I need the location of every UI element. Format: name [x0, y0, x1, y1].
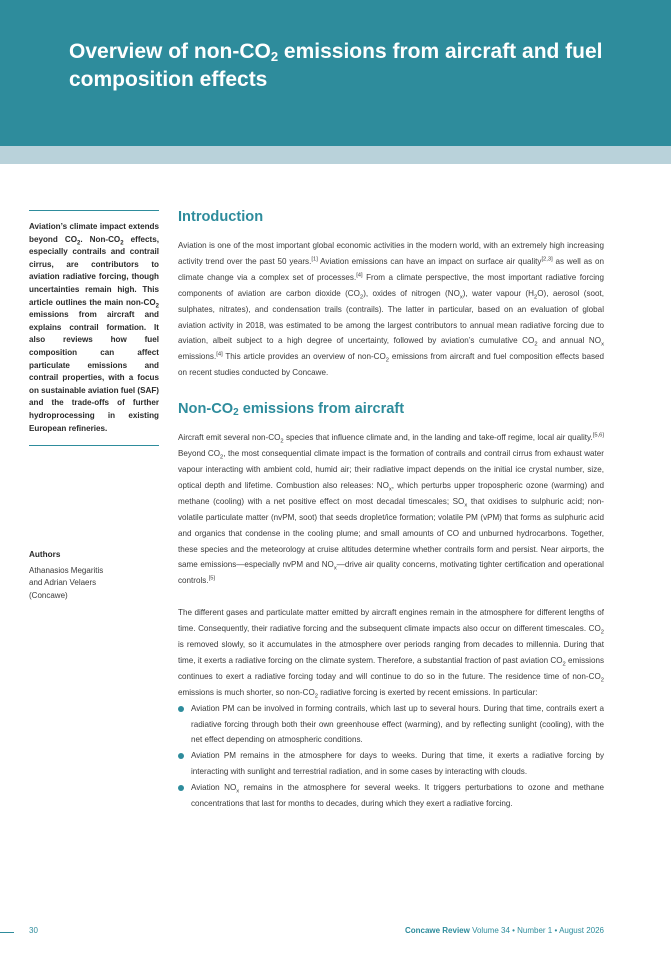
- article-title: Overview of non-$CO_2$ emissions from aircraft and fuel composition effects: [69, 40, 603, 91]
- author-line: and Adrian Velaers: [29, 578, 97, 588]
- author-line: Athanasios Megaritis: [29, 566, 104, 575]
- journal-info: [405, 926, 604, 935]
- header-banner: [0, 0, 671, 146]
- heading-non-co2: Non-$CO_2$ emissions from aircraft: [178, 401, 405, 419]
- sidebar-rule-bottom: [29, 445, 159, 446]
- bullet-dot-icon: [178, 706, 184, 712]
- bullet-list: [178, 701, 604, 812]
- sidebar-rule: [29, 210, 159, 211]
- bullet-item: Aviation $NO_x$ remains in the atmosphere for several weeks. It triggers perturbations to ozone and methane concentrations that last for months to decades, during which they exert a radiative forcing.: [178, 780, 604, 812]
- heading-introduction: Introduction: [178, 209, 264, 225]
- authors-names: [29, 565, 159, 602]
- authors-heading: Authors: [29, 550, 61, 559]
- bullet-item: Aviation PM can be involved in forming contrails, which last up to several hours. During that time, contrails exert a radiative forcing through both their own greenhouse effect (warming), and by reflecting sunlight (cooling), with the net effect depending on atmospheric conditions.: [178, 701, 604, 749]
- footer-rule: [0, 932, 14, 933]
- main-content: [178, 207, 604, 812]
- journal-issue: Volume 34 • Number 1 • August 2026: [469, 926, 604, 935]
- header-strip: [0, 146, 671, 164]
- non-co2-paragraph-2: The different gases and particulate matter emitted by aircraft engines remain in the atmosphere for different lengths of time. Consequently, their radiative forcing and the subsequent climate impacts also occur on different timescales. $CO_2$ is removed slowly, so it accumulates in the atmosphere over periods ranging from decades to millennia. During that time, it exerts a radiative forcing on the climate system. Therefore, a substantial fraction of past aviation $CO_2$ emissions continues to exert a radiative forcing today and will continue to do so in the future. The residence time of non-$CO_2$ emissions is much shorter, so non-$CO_2$ radiative forcing is exerted by recent emissions. In particular:: [178, 608, 605, 700]
- page-number: 30: [29, 926, 38, 935]
- intro-paragraph: Aviation is one of the most important global economic activities in the modern world, with an extremely high increasing activity trend over the past 50 years.[1] Aviation emissions can have an impact on surface air quality[2,3] as well as on climate change via a complex set of processes.[4] From a climate perspective, the most important radiative forcing components of aviation are carbon dioxide $(CO_2)$, oxides of nitrogen $(NO_x)$, water vapour $(H_2O)$, aerosol (soot, sulphates, nitrates), and condensation trails (contrails). The latter in particular, based on an evaluation of global aviation activity in 2018, was estimated to be among the largest contributors to annual mean radiative forcing due to aviation, albeit subject to a high degree of uncertainty, followed by aviation’s cumulative $CO_2$ and annual $NO_x$ emissions.[4] This article provides an overview of non-$CO_2$ emissions from aircraft and fuel composition effects based on recent studies conducted by Concawe.: [178, 241, 604, 378]
- bullet-dot-icon: [178, 785, 184, 791]
- sidebar-abstract: Aviation’s climate impact extends beyond $CO_2$. Non-$CO_2$ effects, especially contrails and contrail cirrus, are contributors to aviation radiative forcing, though uncertainties remain high. This article outlines the main non-$CO_2$ emissions from aircraft and explains contrail formation. It also reviews how fuel composition can affect particulate emissions and contrail properties, with a focus on sustainable aviation fuel (SAF) and the trade-offs of further hydroprocessing in existing European refineries.: [29, 222, 159, 433]
- non-co2-paragraph-1: Aircraft emit several non-$CO_2$ species that influence climate and, in the landing and take-off regime, local air quality.[5,6] Beyond $CO_2$, the most consequential climate impact is the formation of contrails and contrail cirrus from exhaust water vapour interacting with ambient cold, humid air; their radiative impact depends on the initial ice crystal number, size, optical depth and lifetime. Combustion also releases: $NO_x$, which perturbs upper tropospheric ozone (warming) and methane (cooling) with a net positive effect on most decadal timescales; $SO_x$ that oxidises to sulphuric acid; non-volatile particulate matter (nvPM, soot) that seeds droplet/ice formation; volatile PM (vPM) that forms as sulphuric acid and organics that condense in the cooling plume; and small amounts of CO and unburned hydrocarbons. Together, these species and the meteorology at cruise altitudes determine whether contrails form and persist. Near airports, the same emissions—especially nvPM and $NO_x—drive$ air quality concerns, motivating tighter certification and operational controls.[5]: [178, 432, 605, 586]
- author-line: (Concawe): [29, 590, 68, 600]
- bullet-dot-icon: [178, 753, 184, 759]
- sidebar: [29, 210, 159, 446]
- journal-name: Concawe Review: [404, 926, 470, 935]
- authors-block: [29, 549, 159, 602]
- bullet-item: Aviation PM remains in the atmosphere for days to weeks. During that time, it exerts a radiative forcing by interacting with sunlight and terrestrial radiation, and in some cases by interacting with clouds.: [178, 748, 604, 780]
